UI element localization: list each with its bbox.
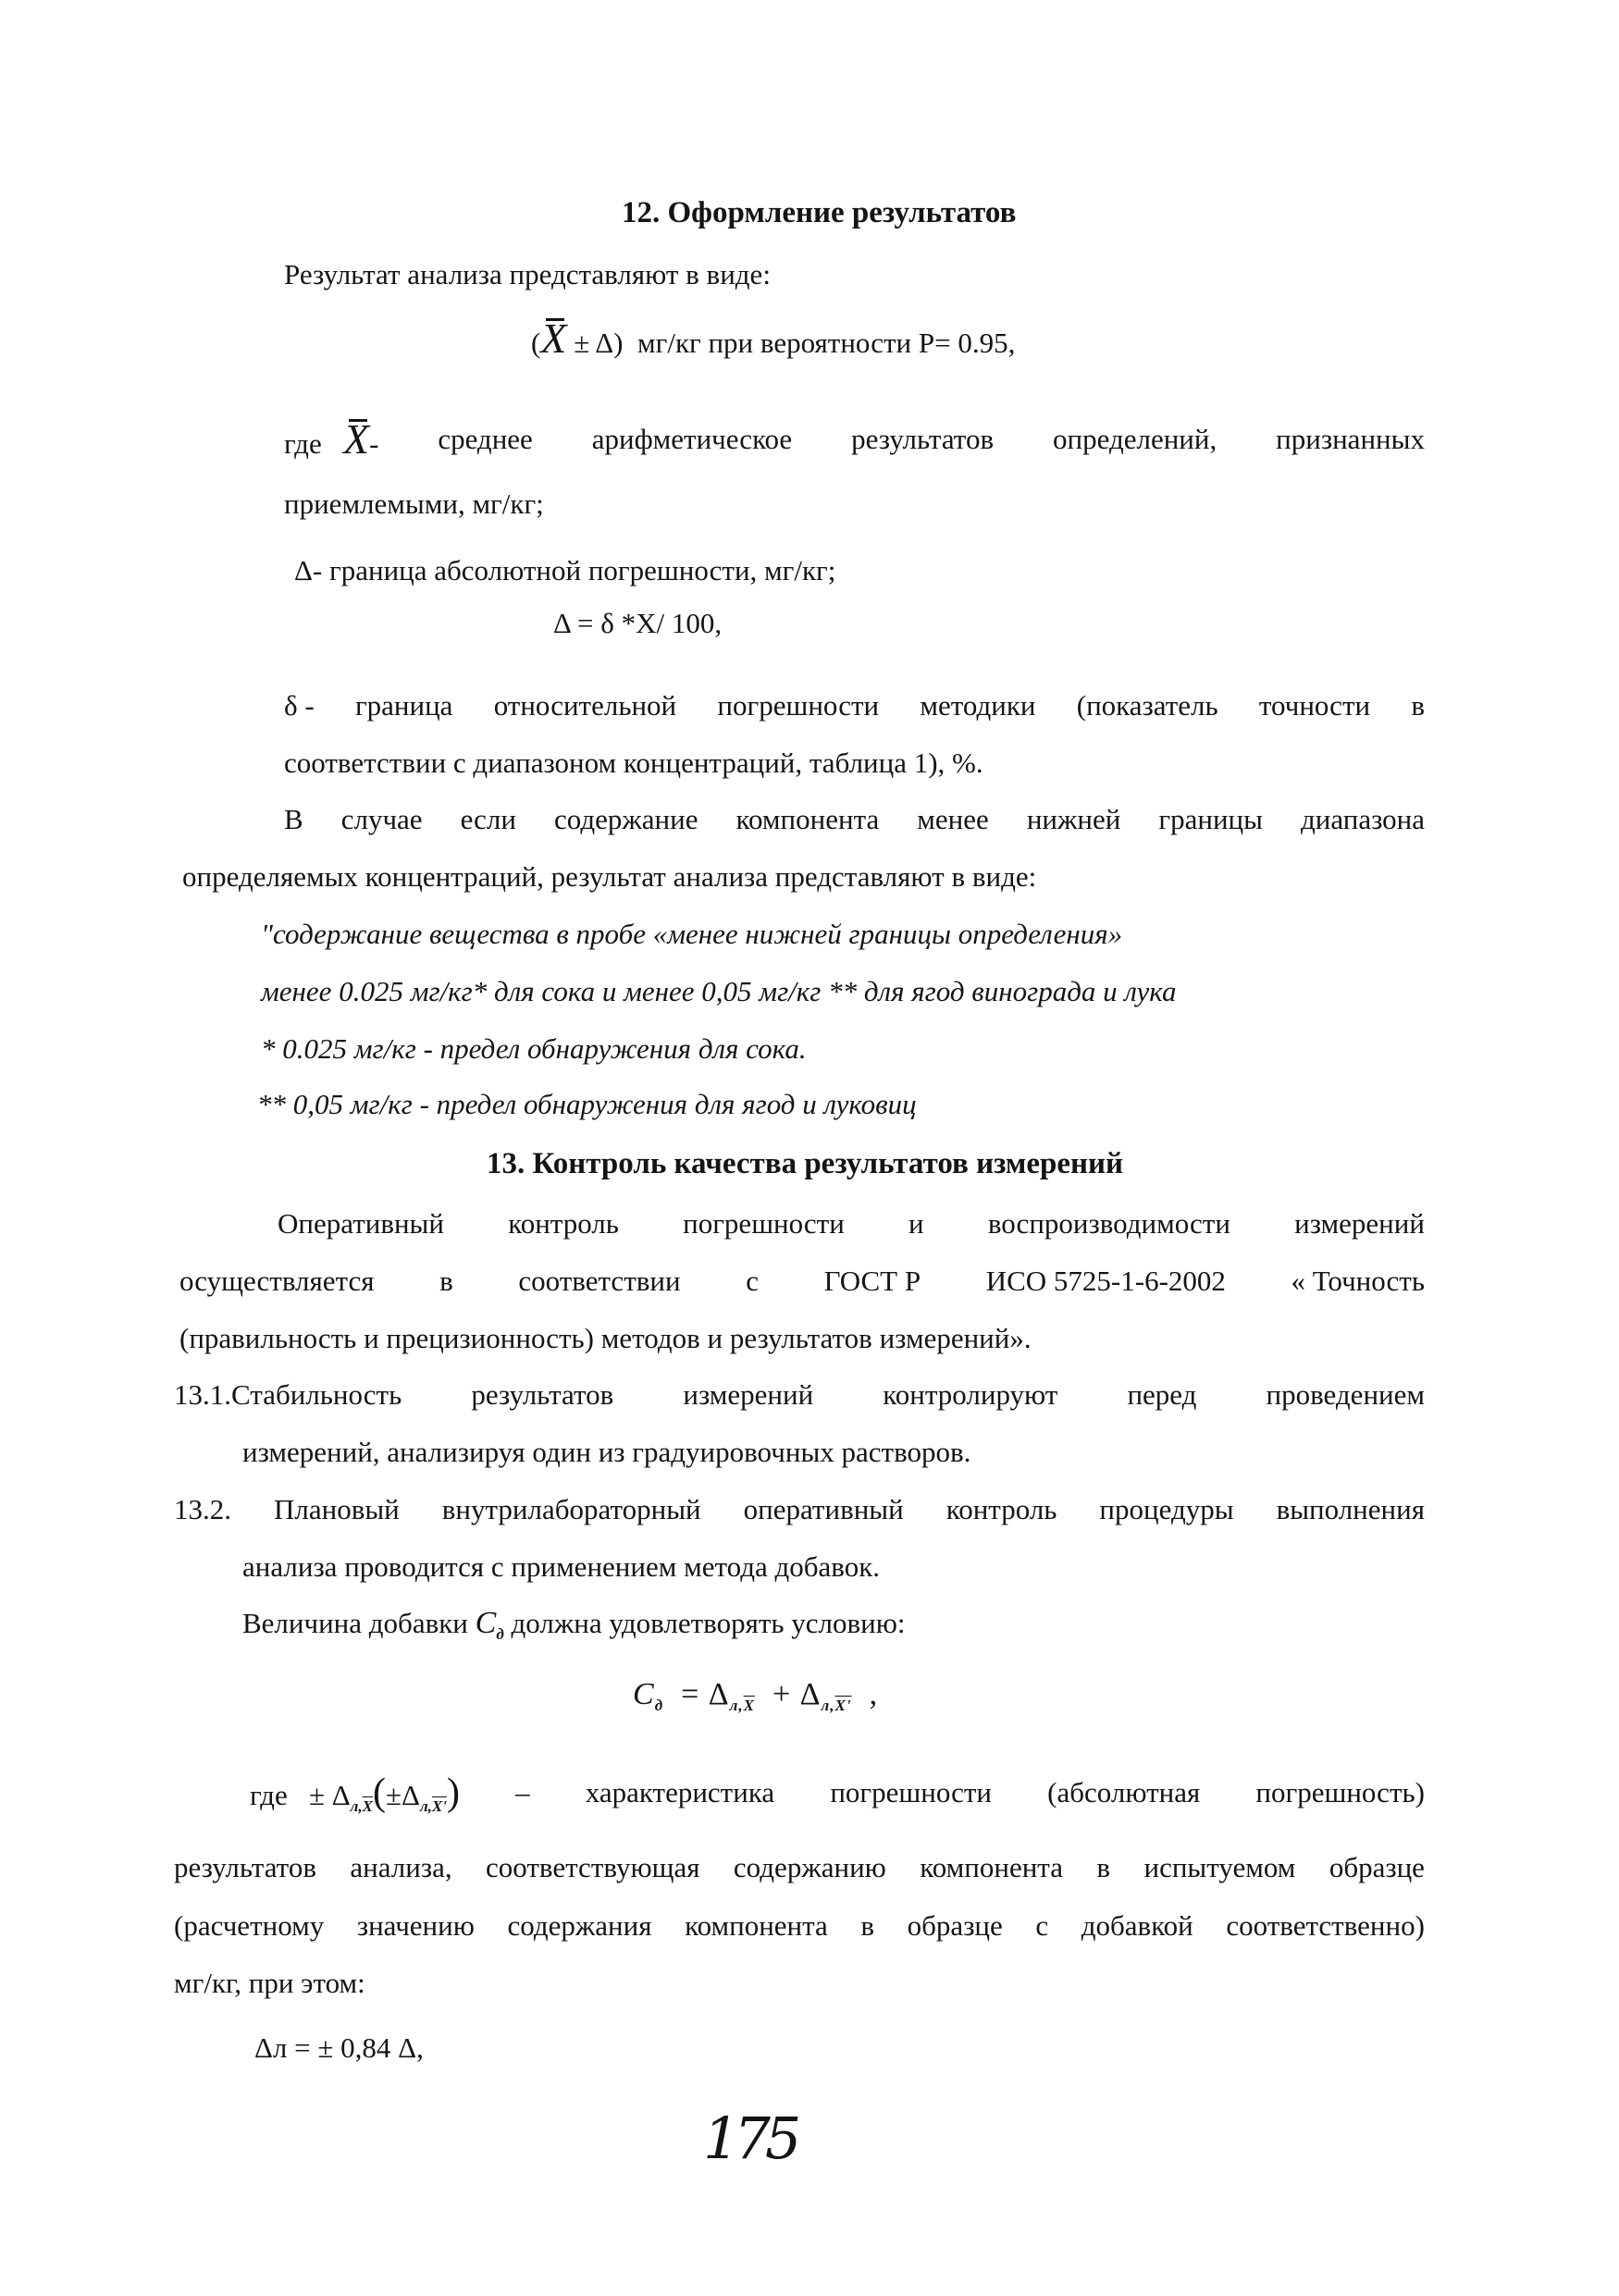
p132-cont: анализа проводится с применением метода добавок. <box>242 1550 881 1583</box>
italic-line-4: ** 0,05 мг/кг - предел обнаружения для ягод и луковиц <box>257 1088 917 1120</box>
p1-line3: (правильность и прецизионность) методов и результатов измерений». <box>179 1322 1032 1354</box>
delta-rel-line: δ - граница относительной погрешности методики (показатель точности в <box>284 689 1425 722</box>
where2-line3: (расчетному значению содержания компонента в образце с добавкой соответственно) <box>174 1909 1425 1942</box>
x-bar-symbol-2: X <box>342 415 370 463</box>
where2-line2: результатов анализа, соответствующая содержанию компонента в испытуемом образце <box>174 1851 1425 1883</box>
italic-line-1: "содержание вещества в пробе «менее нижней границы определения» <box>261 918 1123 950</box>
additive-formula: $C_д = \Delta_{л,\overline{X}} + \Delta_{л,X'}$ , <box>633 1677 879 1714</box>
where2-line4: мг/кг, при этом: <box>174 1967 365 1999</box>
italic-line-3: * 0.025 мг/кг - предел обнаружения для сока. <box>261 1032 807 1065</box>
final-formula: Δл = ± 0,84 Δ, <box>254 2031 424 2064</box>
additive-condition: Величина добавки $C_д$ должна удовлетворять условию: <box>242 1606 906 1643</box>
p132-line1: 13.2. Плановый внутрилабораторный оперативный контроль процедуры выполнения <box>174 1493 1425 1525</box>
delta-formula: Δ = δ *Х/ 100, <box>553 607 723 639</box>
section-13-title: 13. Контроль качества результатов измерений <box>487 1147 1124 1180</box>
where2-line1: где ± $\Delta_{л,\overline{X}}(\pm\Delta_{л,X'})$ – характеристика погрешности (абсолютная погрешность) <box>250 1771 1425 1815</box>
p1-line1: Оперативный контроль погрешности и воспроизводимости измерений <box>278 1207 1425 1240</box>
section-12-title: 12. Оформление результатов <box>622 196 1017 229</box>
case-cont: определяемых концентраций, результат анализа представляют в виде: <box>182 860 1037 893</box>
x-bar-symbol: X <box>540 315 567 362</box>
page-number: 175 <box>703 2105 797 2172</box>
result-formula: (X ± Δ) мг/кг при вероятности Р= 0.95, <box>531 315 1016 362</box>
where-line: где X- среднее арифметическое результатов определений, признанных <box>284 415 1425 463</box>
result-intro: Результат анализа представляют в виде: <box>284 258 771 290</box>
italic-line-2: менее 0.025 мг/кг* для сока и менее 0,05 мг/кг ** для ягод винограда и лука <box>261 975 1177 1007</box>
p1-line2: осуществляется в соответствии с ГОСТ Р ИСО 5725-1-6-2002 « Точность <box>179 1265 1425 1297</box>
p131-line1: 13.1.Стабильность результатов измерений контролируют перед проведением <box>174 1378 1425 1411</box>
case-line: В случае если содержание компонента менее нижней границы диапазона <box>284 803 1425 835</box>
where-cont: приемлемыми, мг/кг; <box>284 488 544 520</box>
delta-rel-cont: соответствии с диапазоном концентраций, таблица 1), %. <box>284 747 983 779</box>
delta-definition: Δ- граница абсолютной погрешности, мг/кг; <box>294 554 836 586</box>
p131-cont: измерений, анализируя один из градуировочных растворов. <box>242 1436 971 1468</box>
